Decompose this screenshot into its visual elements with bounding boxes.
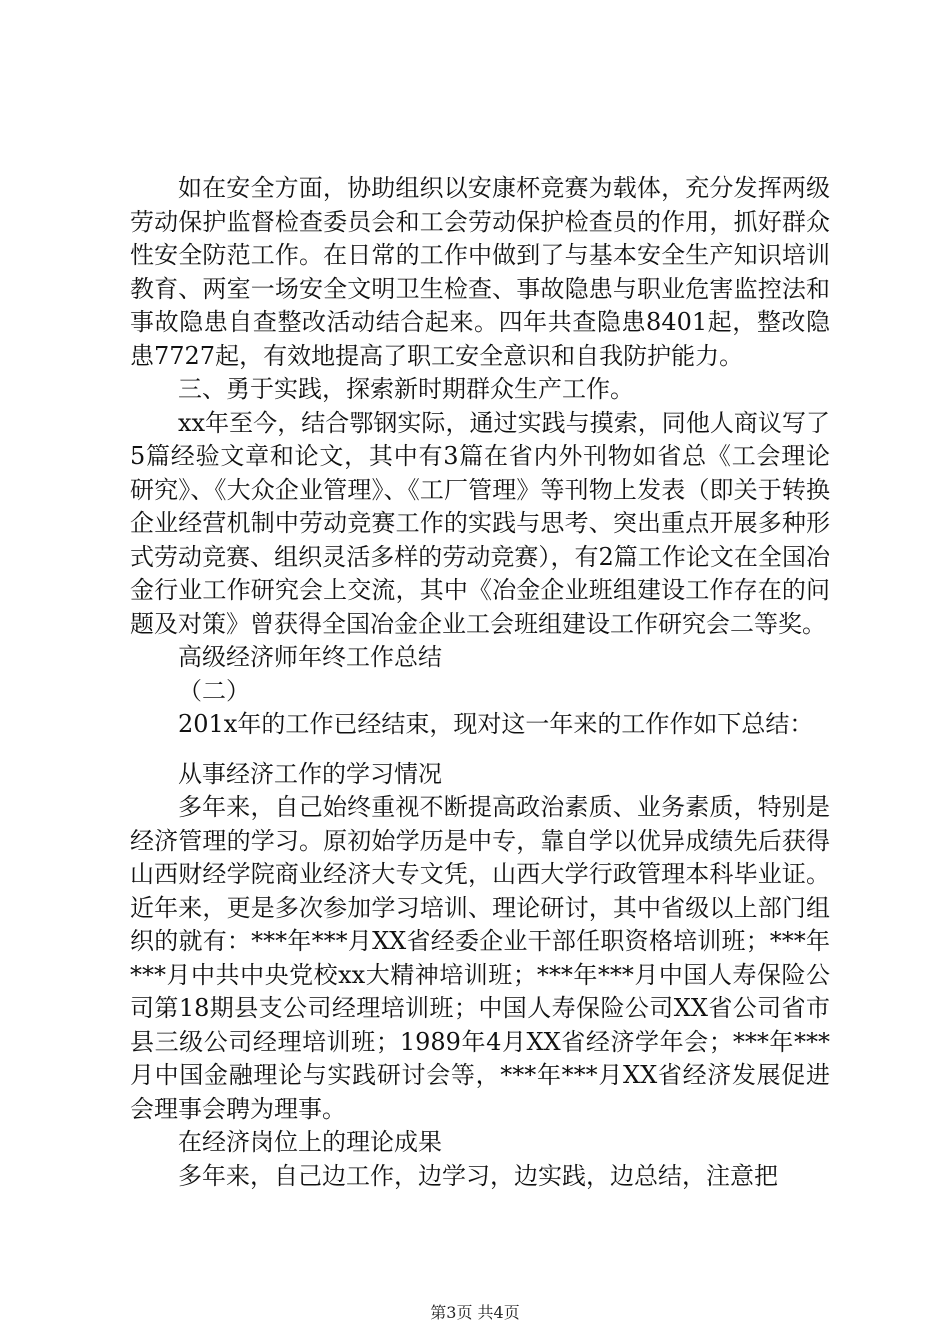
paragraph-papers: xx年至今，结合鄂钢实际，通过实践与摸索，同他人商议写了5篇经验文章和论文，其中有3篇在省内外刊物如省总《工会理论研究》、《大众企业管理》、《工厂管理》等刊物上发表（即关于转换企业经营机制中劳动竞赛工作的实践与思考、突出重点开展多种形式劳动竞赛、组织灵活多样的劳动竞赛），有2篇工作论文在全国冶金行业工作研究会上交流，其中《冶金企业班组建设工作存在的问题及对策》曾获得全国冶金企业工会班组建设工作研究会二等奖。 xyxy=(130,408,830,638)
section-heading-practice: 三、勇于实践，探索新时期群众生产工作。 xyxy=(178,375,634,403)
document-title: 高级经济师年终工作总结 xyxy=(178,643,442,671)
section-heading-theory: 在经济岗位上的理论成果 xyxy=(178,1128,442,1156)
section-heading-study: 从事经济工作的学习情况 xyxy=(178,759,442,788)
paragraph-study: 多年来，自己始终重视不断提高政治素质、业务素质，特别是经济管理的学习。原初始学历是中专，靠自学以优异成绩先后获得山西财经学院商业经济大专文凭，山西大学行政管理本科毕业证。近年来，更是多次参加学习培训、理论研讨，其中省级以上部门组织的就有：***年***月XX省经委企业干部任职资格培训班；***年***月中共中央党校xx大精神培训班；***年***月中国人寿保险公司第18期县支公司经理培训班；中国人寿保险公司XX省公司省市县三级公司经理培训班；1989年4月XX省经济学年会；***年***月中国金融理论与实践研讨会等，***年***月XX省经济发展促进会理事会聘为理事。 xyxy=(130,793,830,1123)
paragraph-theory: 多年来，自己边工作，边学习，边实践，边总结，注意把 xyxy=(178,1161,778,1190)
part-number: （二） xyxy=(178,676,250,705)
paragraph-safety: 如在安全方面，协助组织以安康杯竞赛为载体，充分发挥两级劳动保护监督检查委员会和工会劳动保护检查员的作用，抓好群众性安全防范工作。在日常的工作中做到了与基本安全生产知识培训教育、两室一场安全文明卫生检查、事故隐患与职业危害监控法和事故隐患自查整改活动结合起来。四年共查隐患8401起，整改隐患7727起，有效地提高了职工安全意识和自我防护能力。 xyxy=(130,174,830,370)
page-number-footer: 第3页 共4页 xyxy=(430,1303,520,1322)
paragraph-intro: 201x年的工作已经结束，现对这一年来的工作作如下总结： xyxy=(178,710,814,738)
document-body xyxy=(130,172,830,1193)
